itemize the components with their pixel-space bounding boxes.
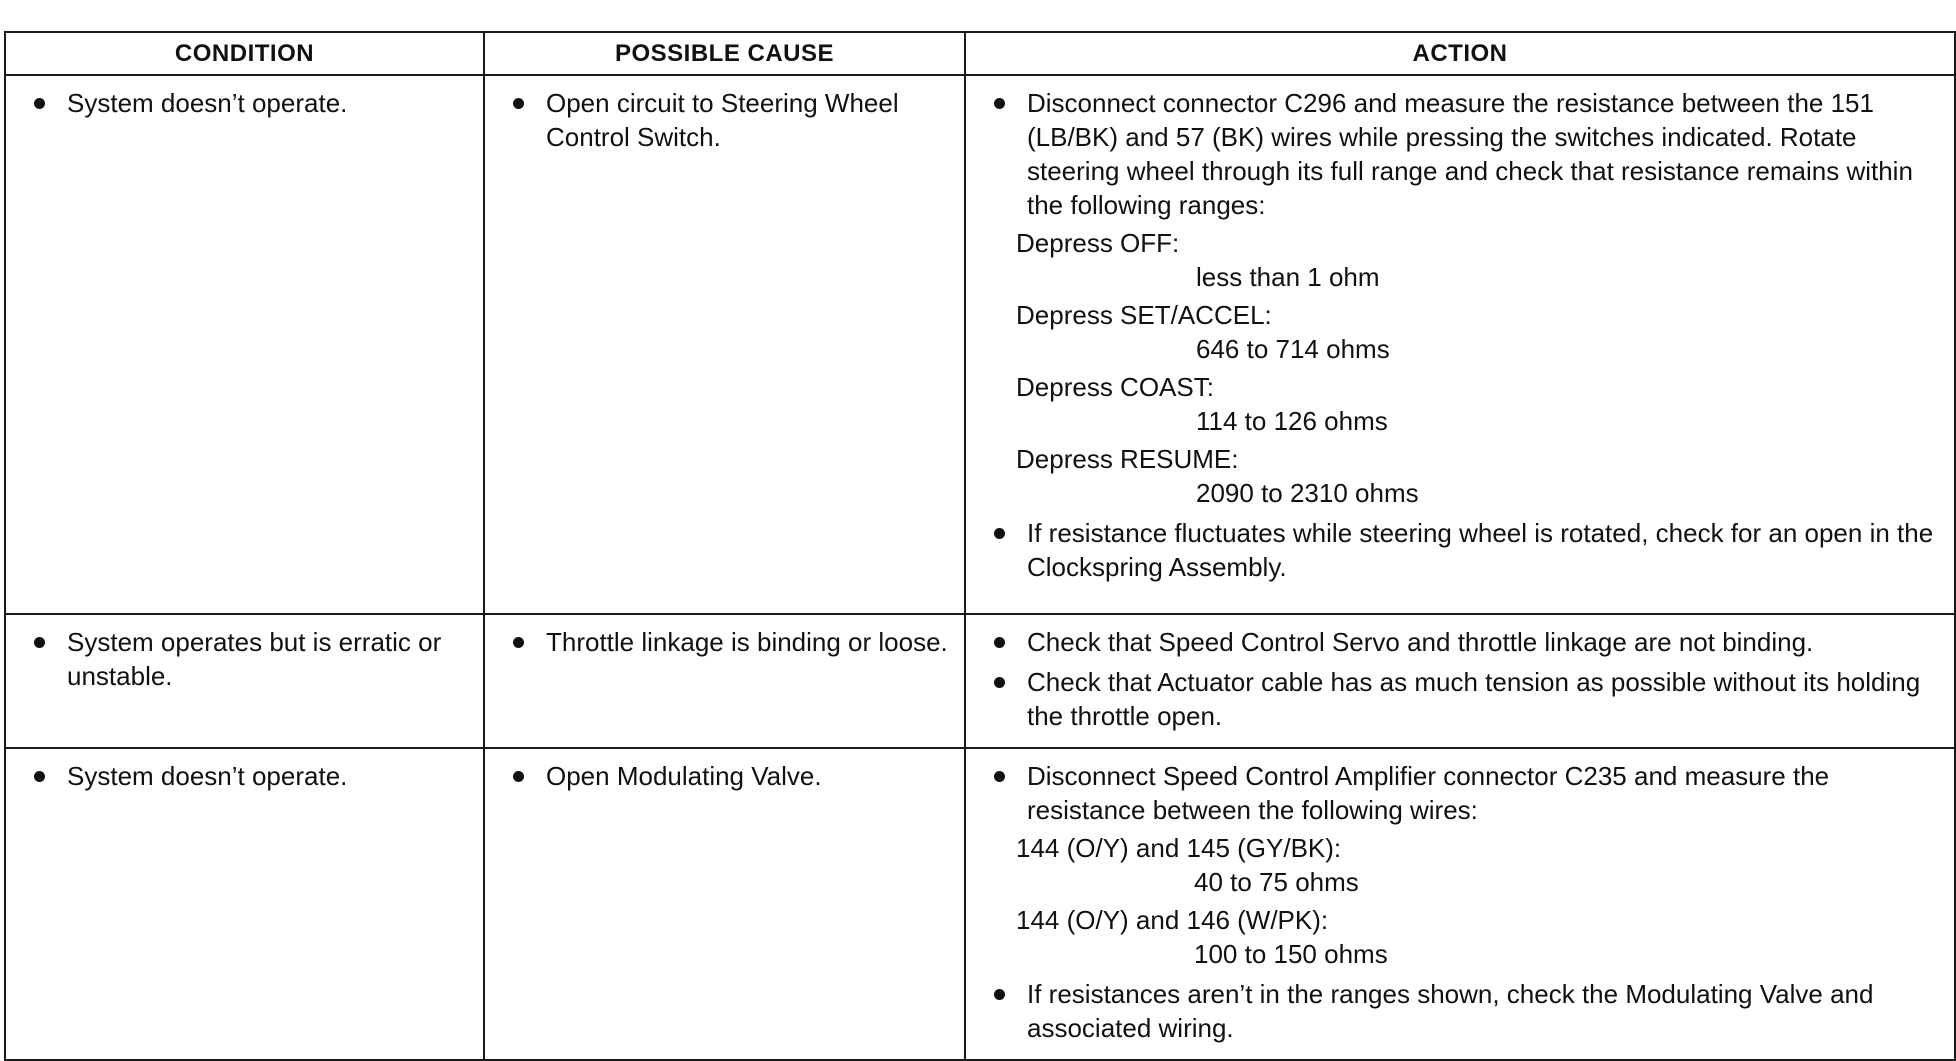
spec-value: less than 1 ohm <box>1196 262 1380 292</box>
bullet-item <box>505 86 954 154</box>
bullet-item <box>26 86 473 120</box>
spec-label: Depress RESUME: <box>1016 444 1239 474</box>
bullet-item <box>505 625 954 659</box>
spec-value: 646 to 714 ohms <box>1196 334 1390 364</box>
cause-text: Throttle linkage is binding or loose. <box>546 627 948 657</box>
bullet-icon <box>34 98 45 109</box>
spec-item <box>986 226 1944 294</box>
spec-label: 144 (O/Y) and 145 (GY/BK): <box>1016 833 1342 863</box>
spec-item <box>986 831 1944 899</box>
bullet-icon <box>994 528 1005 539</box>
bullet-item <box>986 516 1944 584</box>
bullet-item <box>986 625 1944 659</box>
condition-text: System doesn’t operate. <box>67 88 348 118</box>
header-row <box>5 32 1955 75</box>
action-intro: Disconnect Speed Control Amplifier connector C235 and measure the resistance between the following wires: <box>1027 761 1830 825</box>
header-possible-cause: POSSIBLE CAUSE <box>484 32 965 75</box>
condition-cell <box>5 75 484 614</box>
spec-item <box>986 442 1944 510</box>
spec-item <box>986 298 1944 366</box>
spec-label: Depress SET/ACCEL: <box>1016 300 1272 330</box>
action-cell <box>965 75 1955 614</box>
bullet-icon <box>513 98 524 109</box>
bullet-item <box>26 759 473 793</box>
condition-cell <box>5 748 484 1060</box>
cause-cell <box>484 614 965 748</box>
action-intro: Disconnect connector C296 and measure the resistance between the 151 (LB/BK) and 57 (BK) wires while pressing the switches indicated. Rotate steering wheel through its full range and check that resistance remains within the following ranges: <box>1027 88 1913 220</box>
bullet-item <box>505 759 954 793</box>
spec-value: 114 to 126 ohms <box>1196 406 1388 436</box>
header-action: ACTION <box>965 32 1955 75</box>
bullet-icon <box>994 771 1005 782</box>
bullet-icon <box>994 637 1005 648</box>
action-followup: If resistances aren’t in the ranges shown, check the Modulating Valve and associated wiring. <box>1027 979 1874 1043</box>
cause-text: Open circuit to Steering Wheel Control Switch. <box>546 88 899 152</box>
cause-text: Open Modulating Valve. <box>546 761 822 791</box>
bullet-icon <box>513 771 524 782</box>
condition-cell <box>5 614 484 748</box>
diagnosis-table <box>4 31 1956 1061</box>
bullet-item <box>986 86 1944 222</box>
bullet-icon <box>34 637 45 648</box>
bullet-icon <box>994 677 1005 688</box>
bullet-item <box>986 759 1944 827</box>
action-followup: If resistance fluctuates while steering wheel is rotated, check for an open in the Clockspring Assembly. <box>1027 518 1934 582</box>
action-cell <box>965 748 1955 1060</box>
bullet-icon <box>994 989 1005 1000</box>
action-cell <box>965 614 1955 748</box>
spec-value: 40 to 75 ohms <box>1194 867 1359 897</box>
bullet-icon <box>34 771 45 782</box>
spec-label: 144 (O/Y) and 146 (W/PK): <box>1016 905 1329 935</box>
bullet-item <box>26 625 473 693</box>
table-row <box>5 748 1955 1060</box>
spec-label: Depress OFF: <box>1016 228 1180 258</box>
cause-cell <box>484 75 965 614</box>
action-text: Check that Actuator cable has as much tension as possible without its holding the throttle open. <box>1027 667 1921 731</box>
bullet-item <box>986 665 1944 733</box>
table-row <box>5 614 1955 748</box>
spec-item <box>986 370 1944 438</box>
table-row <box>5 75 1955 614</box>
spec-label: Depress COAST: <box>1016 372 1214 402</box>
bullet-icon <box>994 98 1005 109</box>
bullet-item <box>986 977 1944 1045</box>
action-text: Check that Speed Control Servo and throttle linkage are not binding. <box>1027 627 1814 657</box>
spec-value: 100 to 150 ohms <box>1194 939 1388 969</box>
bullet-icon <box>513 637 524 648</box>
condition-text: System operates but is erratic or unstable. <box>67 627 442 691</box>
spec-item <box>986 903 1944 971</box>
spec-value: 2090 to 2310 ohms <box>1196 478 1419 508</box>
condition-text: System doesn’t operate. <box>67 761 348 791</box>
cause-cell <box>484 748 965 1060</box>
header-condition: CONDITION <box>5 32 484 75</box>
